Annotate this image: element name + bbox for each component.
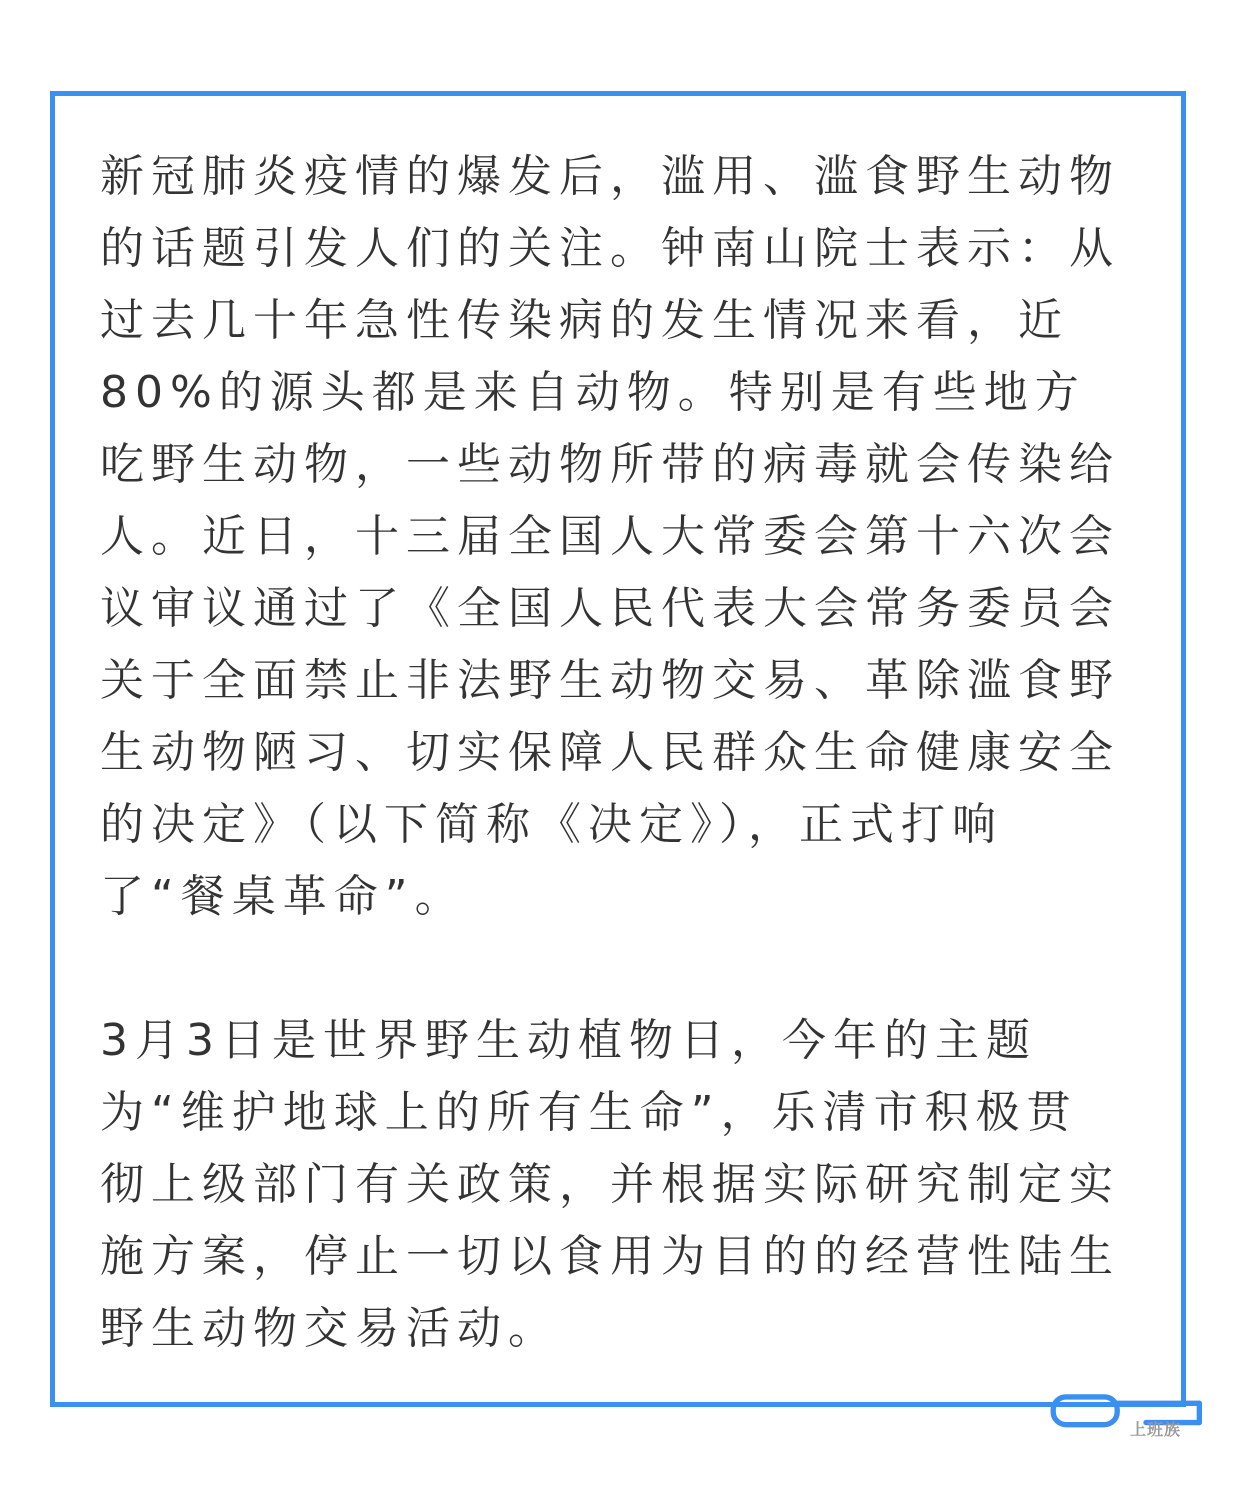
watermark-text: 上班族 — [1130, 1420, 1182, 1439]
paragraph-1-line: 过去几十年急性传染病的发生情况来看，近 — [100, 295, 1069, 346]
paragraph-1-line: 80%的源头都是来自动物。特别是有些地方 — [100, 367, 1086, 418]
paragraph-2-line: 施方案，停止一切以食用为目的的经营性陆生 — [100, 1231, 1120, 1282]
paragraph-2-line: 野生动物交易活动。 — [100, 1303, 559, 1354]
paragraph-1-line: 了“餐桌革命”。 — [100, 871, 466, 922]
paragraph-1-line: 的话题引发人们的关注。钟南山院士表示：从 — [100, 223, 1120, 274]
paragraph-1-line: 人。近日，十三届全国人大常委会第十六次会 — [100, 511, 1120, 562]
paragraph-2-line: 彻上级部门有关政策，并根据实际研究制定实 — [100, 1159, 1120, 1210]
paragraph-1-line: 议审议通过了《全国人民代表大会常务委员会 — [100, 583, 1120, 634]
paragraph-2-line: 3月3日是世界野生动植物日，今年的主题 — [100, 1015, 1037, 1066]
paragraph-1-line: 关于全面禁止非法野生动物交易、革除滥食野 — [100, 655, 1120, 706]
paragraph-2-line: 为“维护地球上的所有生命”，乐清市积极贯 — [100, 1087, 1078, 1138]
paragraph-1-line: 生动物陋习、切实保障人民群众生命健康安全 — [100, 727, 1120, 778]
paragraph-1-line: 新冠肺炎疫情的爆发后，滥用、滥食野生动物 — [100, 151, 1120, 202]
paragraph-1-line: 吃野生动物，一些动物所带的病毒就会传染给 — [100, 439, 1120, 490]
paragraph-1-line: 的决定》（以下简称《决定》），正式打响 — [100, 799, 1003, 850]
